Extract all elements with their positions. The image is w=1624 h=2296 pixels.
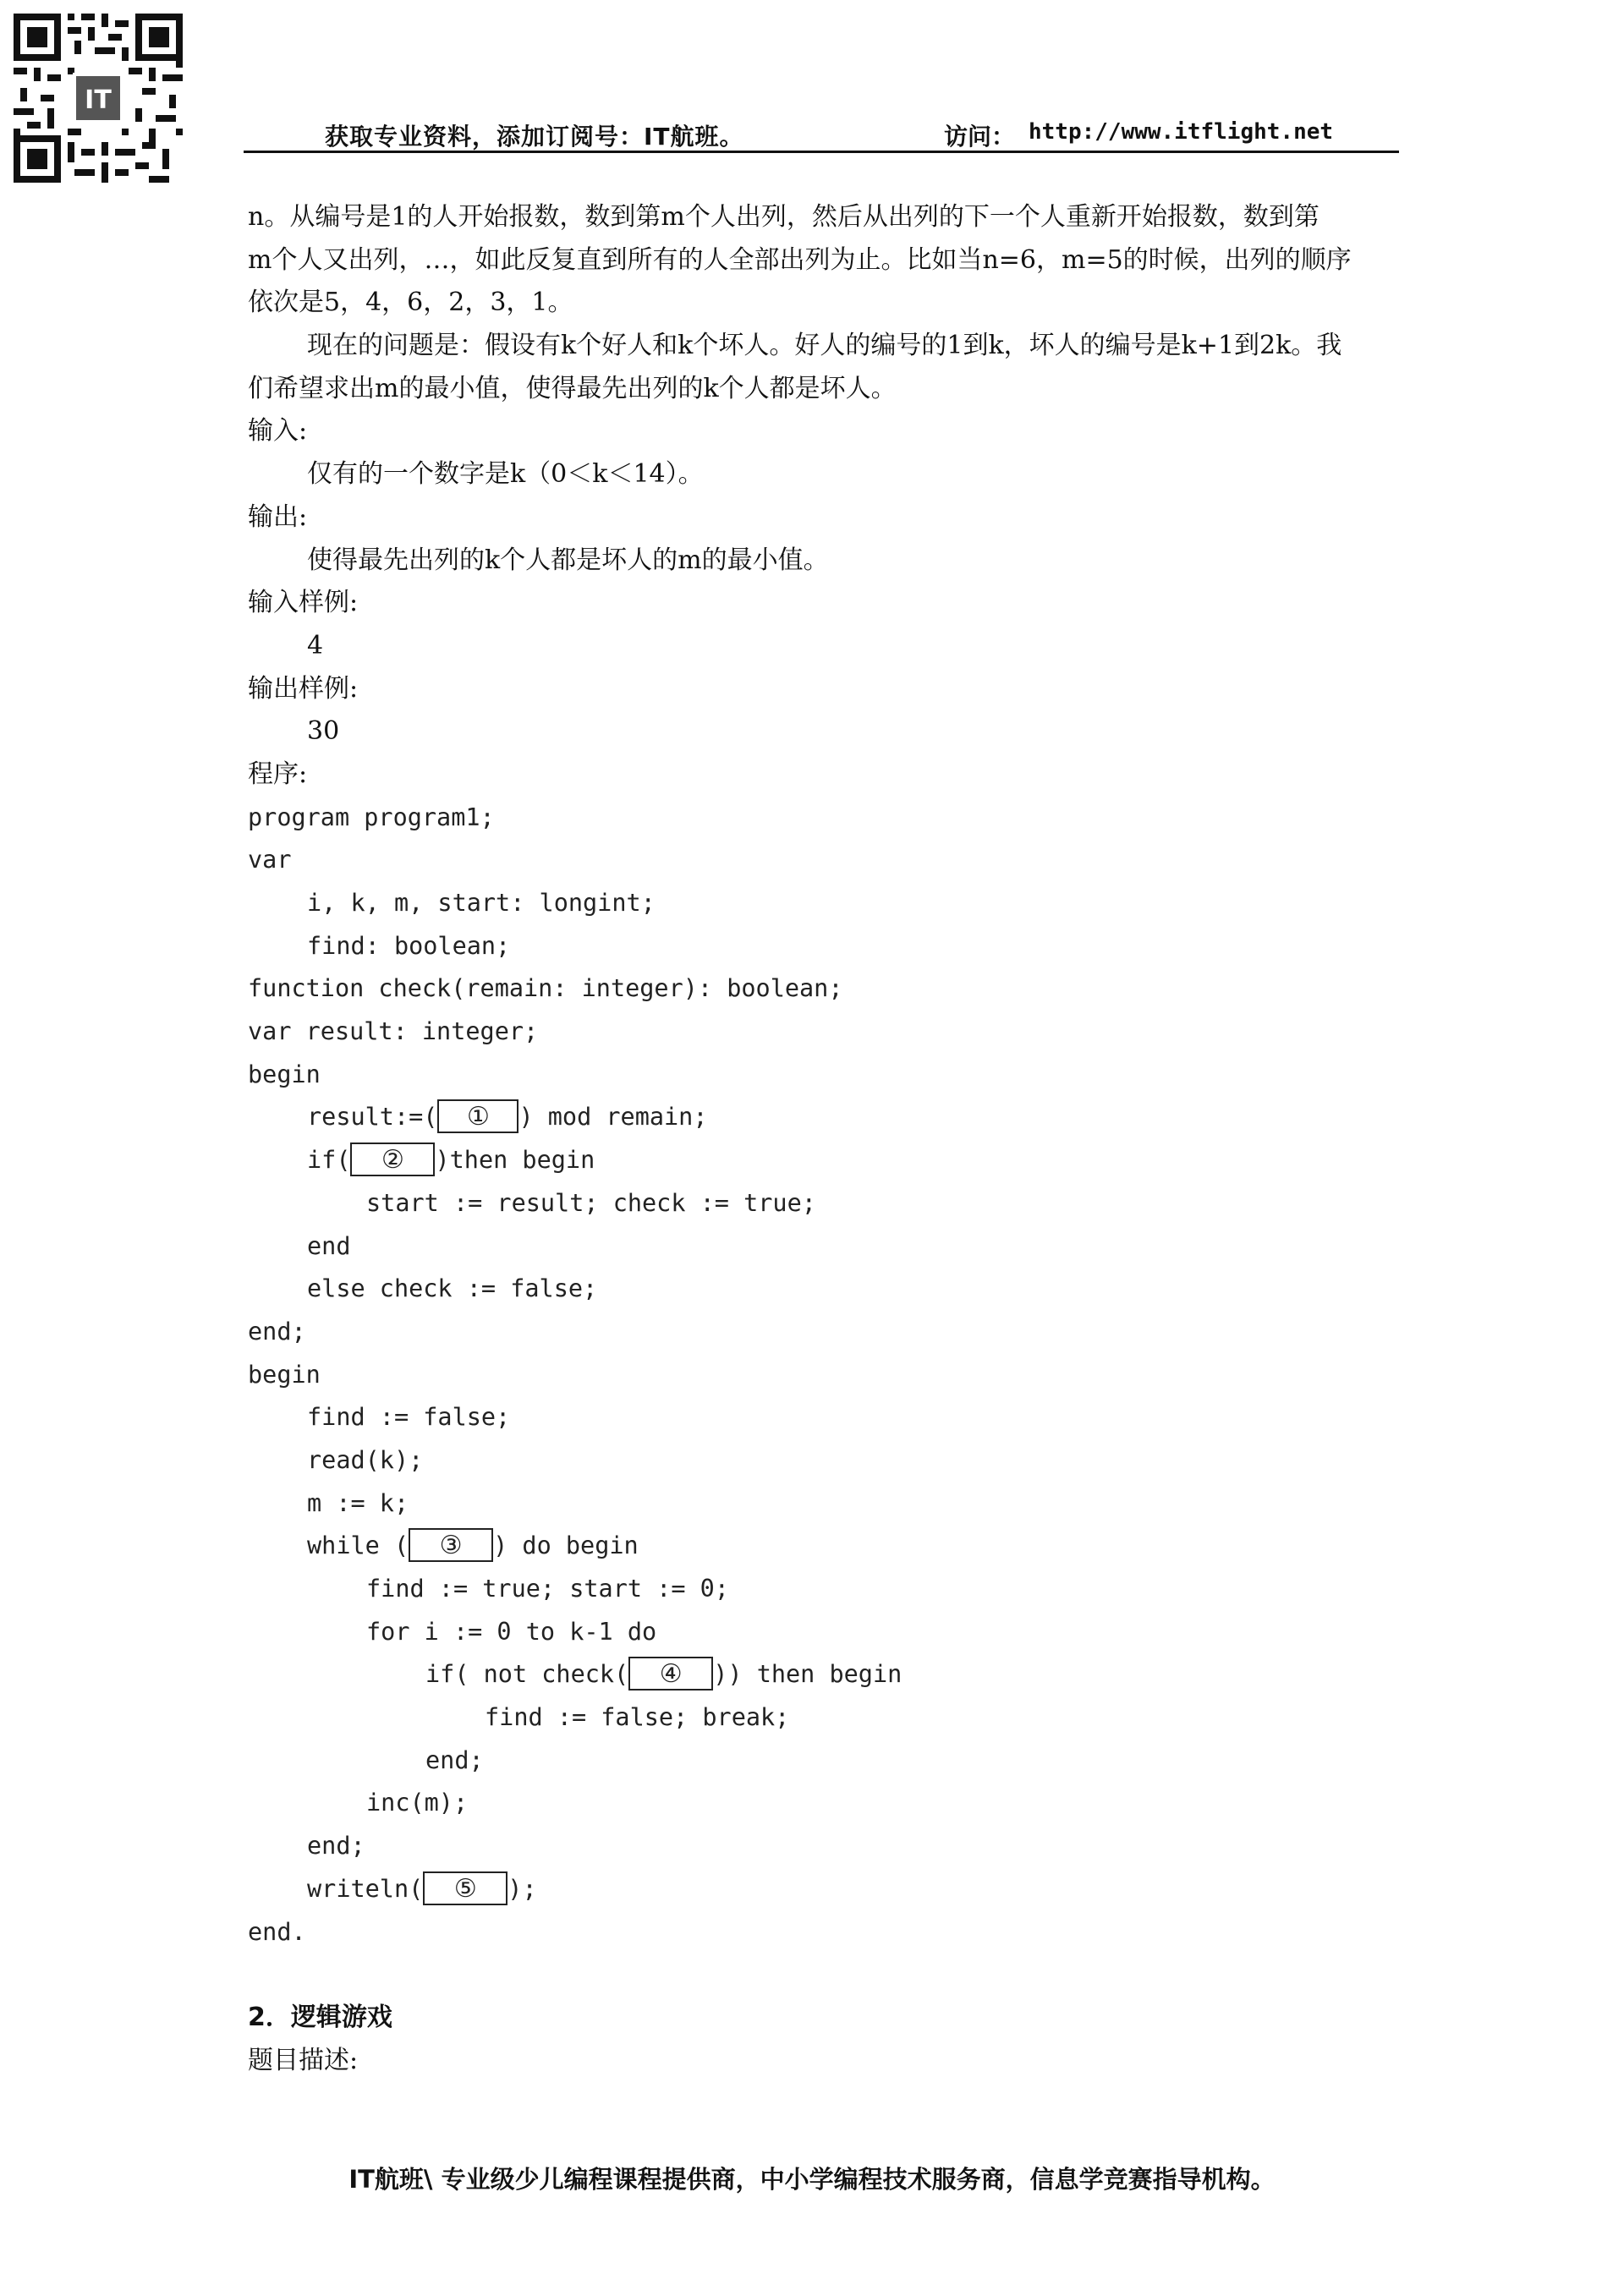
sample-output-value: 30 xyxy=(307,716,340,747)
code-line: else check := false; xyxy=(307,1274,598,1303)
qr-code xyxy=(14,14,183,183)
code-line: find: boolean; xyxy=(307,931,511,960)
spacer xyxy=(248,1954,1398,1997)
qr-code-icon xyxy=(14,14,183,183)
program-heading: 程序: xyxy=(248,759,308,789)
svg-text:IT: IT xyxy=(85,85,112,115)
input-description: 仅有的一个数字是k（0＜k＜14）。 xyxy=(307,459,704,490)
code-line: read(k); xyxy=(307,1445,424,1474)
code-line xyxy=(248,1139,1398,1182)
output-description: 使得最先出列的k个人都是坏人的m的最小值。 xyxy=(307,545,829,575)
code-line: end; xyxy=(307,1832,365,1860)
header-url-link[interactable]: http://www.itflight.net xyxy=(1029,119,1334,145)
code-fragment: result:=( xyxy=(307,1103,438,1132)
document-body xyxy=(248,196,1398,2082)
section-2-subtitle: 题目描述: xyxy=(248,2045,359,2075)
code-line: i, k, m, start: longint; xyxy=(307,889,656,917)
code-line: var xyxy=(248,846,292,874)
code-line: end. xyxy=(248,1917,306,1946)
code-fragment: writeln( xyxy=(307,1874,424,1903)
code-line: inc(m); xyxy=(366,1789,469,1817)
section-2-title: 2．逻辑游戏 xyxy=(248,2002,392,2032)
blank-box-4: ④ xyxy=(628,1657,713,1690)
code-line xyxy=(248,1096,1398,1139)
code-line: for i := 0 to k-1 do xyxy=(366,1617,657,1646)
code-line: begin xyxy=(248,1060,321,1088)
sample-input-value: 4 xyxy=(307,630,324,660)
sample-output-heading: 输出样例: xyxy=(248,673,359,704)
header-divider xyxy=(244,151,1399,153)
header-subscribe-text: 获取专业资料，添加订阅号：IT航班。 xyxy=(325,123,744,151)
code-line xyxy=(248,1653,1398,1696)
problem-desc-line: m个人又出列，…，如此反复直到所有的人全部出列为止。比如当n=6，m=5的时候，出列的顺序 xyxy=(248,244,1352,275)
code-line: begin xyxy=(248,1360,321,1389)
code-fragment: ) do begin xyxy=(493,1532,639,1560)
code-line: end; xyxy=(425,1745,484,1774)
code-fragment: while ( xyxy=(307,1532,409,1560)
code-line xyxy=(248,1525,1398,1568)
code-fragment: )) then begin xyxy=(713,1660,903,1689)
page-header xyxy=(244,118,1399,152)
code-fragment: ); xyxy=(508,1874,537,1903)
code-fragment: )then begin xyxy=(435,1146,595,1175)
sample-input-heading: 输入样例: xyxy=(248,588,359,618)
code-line: end xyxy=(307,1231,351,1260)
blank-box-2: ② xyxy=(350,1143,435,1176)
code-line xyxy=(248,1868,1398,1911)
input-heading: 输入: xyxy=(248,416,308,447)
code-fragment: ) mod remain; xyxy=(518,1103,708,1132)
output-heading: 输出: xyxy=(248,501,308,532)
code-line: m := k; xyxy=(307,1488,409,1517)
page-footer: IT航班\ 专业级少儿编程课程提供商，中小学编程技术服务商，信息学竞赛指导机构。 xyxy=(348,2165,1276,2194)
code-fragment: if( not check( xyxy=(425,1660,629,1689)
code-line: program program1; xyxy=(248,803,495,831)
blank-box-5: ⑤ xyxy=(423,1871,508,1905)
code-line: find := false; break; xyxy=(485,1703,790,1732)
code-line: start := result; check := true; xyxy=(366,1188,816,1217)
code-line: end; xyxy=(248,1317,306,1345)
problem-desc-line: 们希望求出m的最小值，使得最先出列的k个人都是坏人。 xyxy=(248,373,897,403)
code-fragment: if( xyxy=(307,1146,351,1175)
header-visit-label: 访问： xyxy=(944,123,1016,151)
code-line: find := true; start := 0; xyxy=(366,1575,729,1603)
code-line: function check(remain: integer): boolean; xyxy=(248,974,843,1003)
code-line: var result: integer; xyxy=(248,1017,539,1046)
blank-box-1: ① xyxy=(437,1099,518,1133)
problem-desc-line: n。从编号是1的人开始报数，数到第m个人出列，然后从出列的下一个人重新开始报数，数到第 xyxy=(248,202,1320,232)
problem-desc-line: 依次是5，4，6，2，3，1。 xyxy=(248,288,573,318)
blank-box-3: ③ xyxy=(409,1528,493,1562)
problem-desc-line: 现在的问题是：假设有k个好人和k个坏人。好人的编号的1到k，坏人的编号是k+1到2k。我 xyxy=(307,331,1342,361)
code-line: find := false; xyxy=(307,1403,511,1432)
